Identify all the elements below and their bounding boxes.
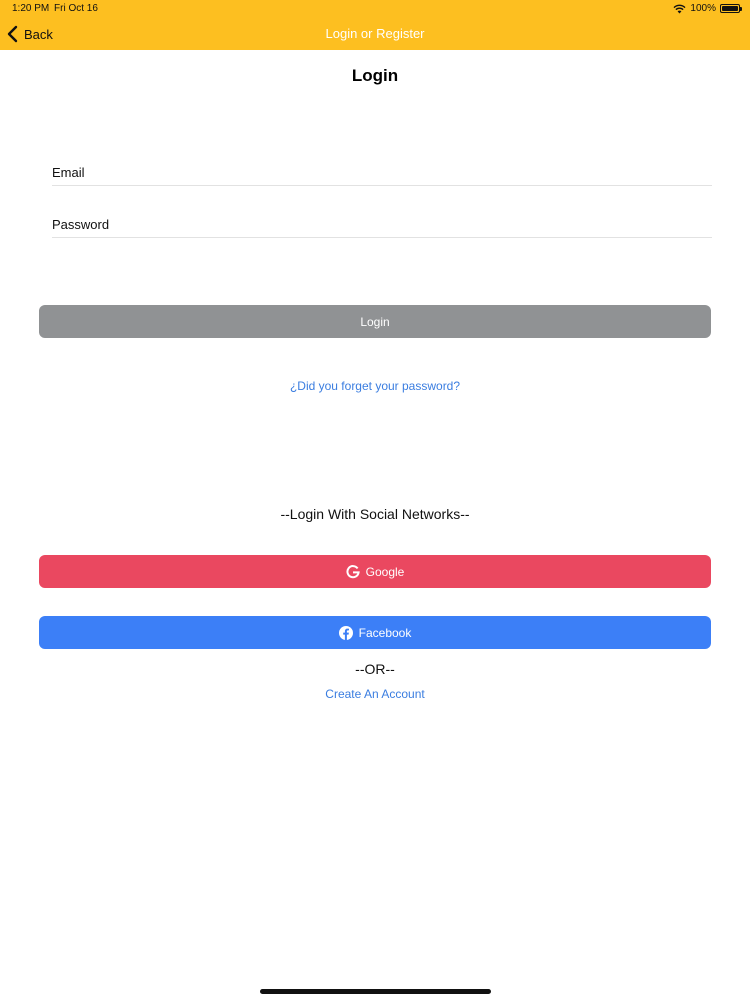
battery-icon: [720, 4, 740, 13]
password-field[interactable]: [52, 211, 712, 238]
google-login-button[interactable]: [39, 555, 711, 588]
forgot-password-link[interactable]: ¿Did you forget your password?: [289, 379, 461, 393]
create-account-link[interactable]: Create An Account: [325, 687, 425, 701]
email-field[interactable]: [52, 160, 712, 186]
login-button-label: Login: [360, 314, 390, 329]
battery-percentage: 100%: [690, 3, 716, 14]
status-indicators: [673, 3, 740, 14]
login-button[interactable]: [39, 305, 711, 338]
status-date: Fri Oct 16: [54, 3, 98, 14]
navigation-bar: [0, 0, 750, 50]
facebook-icon: [339, 626, 353, 640]
or-divider-text: --OR--: [355, 661, 395, 677]
social-login-heading: --Login With Social Networks--: [280, 506, 470, 522]
google-icon: [346, 565, 360, 579]
facebook-login-button[interactable]: [39, 616, 711, 649]
back-label: Back: [24, 26, 53, 42]
page-title: Login: [351, 66, 399, 85]
wifi-icon: [673, 4, 686, 14]
home-indicator: [260, 989, 491, 994]
status-time: 1:20 PM: [12, 3, 50, 14]
facebook-button-label: Facebook: [358, 625, 412, 640]
nav-title: Login or Register: [325, 26, 425, 41]
google-button-label: Google: [365, 564, 405, 579]
